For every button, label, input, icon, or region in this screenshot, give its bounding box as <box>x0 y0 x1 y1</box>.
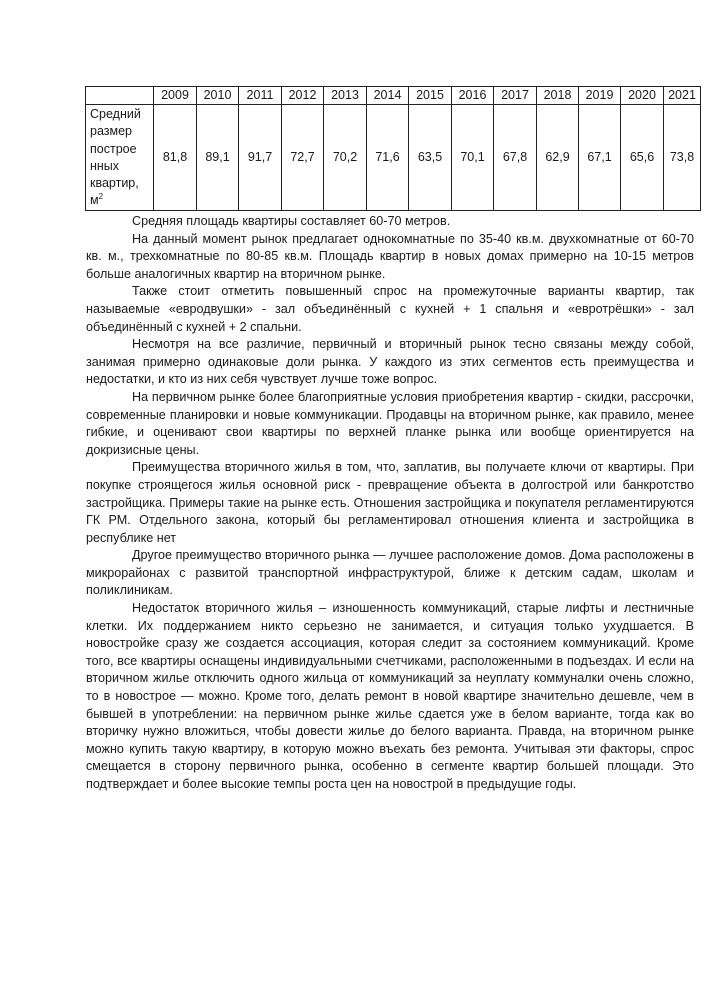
table-header-row <box>86 87 701 105</box>
year-header: 2014 <box>367 87 409 105</box>
paragraph: Несмотря на все различие, первичный и вторичный рынок тесно связаны между собой, занимая примерно одинаковые доли рынка. У каждого из этих сегментов есть преимущества и недостатки, и кто из них себя чувствует лучше тоже вопрос. <box>86 337 694 387</box>
year-header: 2019 <box>579 87 621 105</box>
year-header: 2011 <box>239 87 282 105</box>
value-cell: 81,8 <box>154 105 197 211</box>
year-header: 2016 <box>452 87 494 105</box>
value-cell: 89,1 <box>197 105 239 211</box>
value-cell: 65,6 <box>621 105 664 211</box>
row-label-superscript: 2 <box>98 192 104 202</box>
value-cell: 67,1 <box>579 105 621 211</box>
value-cell: 71,6 <box>367 105 409 211</box>
value-cell: 72,7 <box>282 105 324 211</box>
table-corner-cell <box>86 87 154 105</box>
year-header: 2013 <box>324 87 367 105</box>
year-header: 2020 <box>621 87 664 105</box>
paragraph: Средняя площадь квартиры составляет 60-70 метров. <box>132 214 451 228</box>
value-cell: 70,2 <box>324 105 367 211</box>
paragraph: На первичном рынке более благоприятные условия приобретения квартир - скидки, рассрочки, современные планировки и новые коммуникации. Продавцы на вторичном рынке, как правило, менее гибкие, и оценивают свои квартиры по верхней планке рынка или вообще ориентируется на докризисные цены. <box>86 389 694 457</box>
year-header: 2015 <box>409 87 452 105</box>
value-cell: 63,5 <box>409 105 452 211</box>
row-label: Средний размер построе нных квартир, м <box>90 107 141 208</box>
paragraph: Также стоит отметить повышенный спрос на промежуточные варианты квартир, так называемые «евродвушки» - зал объединённый с кухней + 1 спальня и «евротрёшки» - зал объединённый с кухней + 2 спальни. <box>86 284 694 334</box>
body-text <box>86 213 694 794</box>
year-header: 2009 <box>154 87 197 105</box>
paragraph: На данный момент рынок предлагает однокомнатные по 35-40 кв.м. двухкомнатные от 60-70 кв. м., трехкомнатные по 80-85 кв.м. Площадь квартир в новых домах примерно на 10-15 метров больше аналогичных квартир на вторичном рынке. <box>86 231 694 281</box>
table-data-row <box>86 105 701 211</box>
year-header: 2021 <box>664 87 701 105</box>
paragraph: Другое преимущество вторичного рынка — лучшее расположение домов. Дома расположены в микрорайонах с развитой транспортной инфраструктурой, ближе к детским садам, школам и поликлиникам. <box>86 548 694 598</box>
year-header: 2010 <box>197 87 239 105</box>
paragraph: Преимущества вторичного жилья в том, что, заплатив, вы получаете ключи от квартиры. При покупке строящегося жилья основной риск - превращение объекта в долгострой или банкротство застройщика. Примеры такие на рынке есть. Отношения застройщика и покупателя регламентируются ГК РМ. Отдельного закона, который бы регламентировал отношения клиента и застройщика в республике нет <box>86 460 694 545</box>
year-header: 2012 <box>282 87 324 105</box>
year-header: 2017 <box>494 87 537 105</box>
value-cell: 62,9 <box>537 105 579 211</box>
value-cell: 70,1 <box>452 105 494 211</box>
apartment-size-table <box>85 86 701 211</box>
paragraph: Недостаток вторичного жилья – изношенность коммуникаций, старые лифты и лестничные клетки. Их поддержанием никто серьезно не занимается, и ситуация только ухудшается. В новостройке сразу же создается ассоциация, которая следит за состоянием коммуникаций. Кроме того, все квартиры оснащены индивидуальными счетчиками, расположенными в подъездах. И если на вторичном жилье отключить одного жильца от коммуникаций за неуплату коммуналки очень сложно, то в новострое — можно. Кроме того, делать ремонт в новой квартире значительно дешевле, чем в бывшей в употреблении: на первичном рынке жилье сдается уже в белом варианте, тогда как во вторичку нужно вложиться, чтобы довести жилье до белого варианта. Правда, на вторичном рынке можно купить такую квартиру, в которую можно въехать без ремонта. Учитывая эти факторы, спрос смещается в сторону первичного рынка, особенно в сегменте квартир большей площади. Это подтверждает и более высокие темпы роста цен на новострой в предыдущие годы. <box>86 601 694 791</box>
value-cell: 91,7 <box>239 105 282 211</box>
value-cell: 67,8 <box>494 105 537 211</box>
year-header: 2018 <box>537 87 579 105</box>
value-cell: 73,8 <box>664 105 701 211</box>
row-label-cell <box>86 105 154 211</box>
